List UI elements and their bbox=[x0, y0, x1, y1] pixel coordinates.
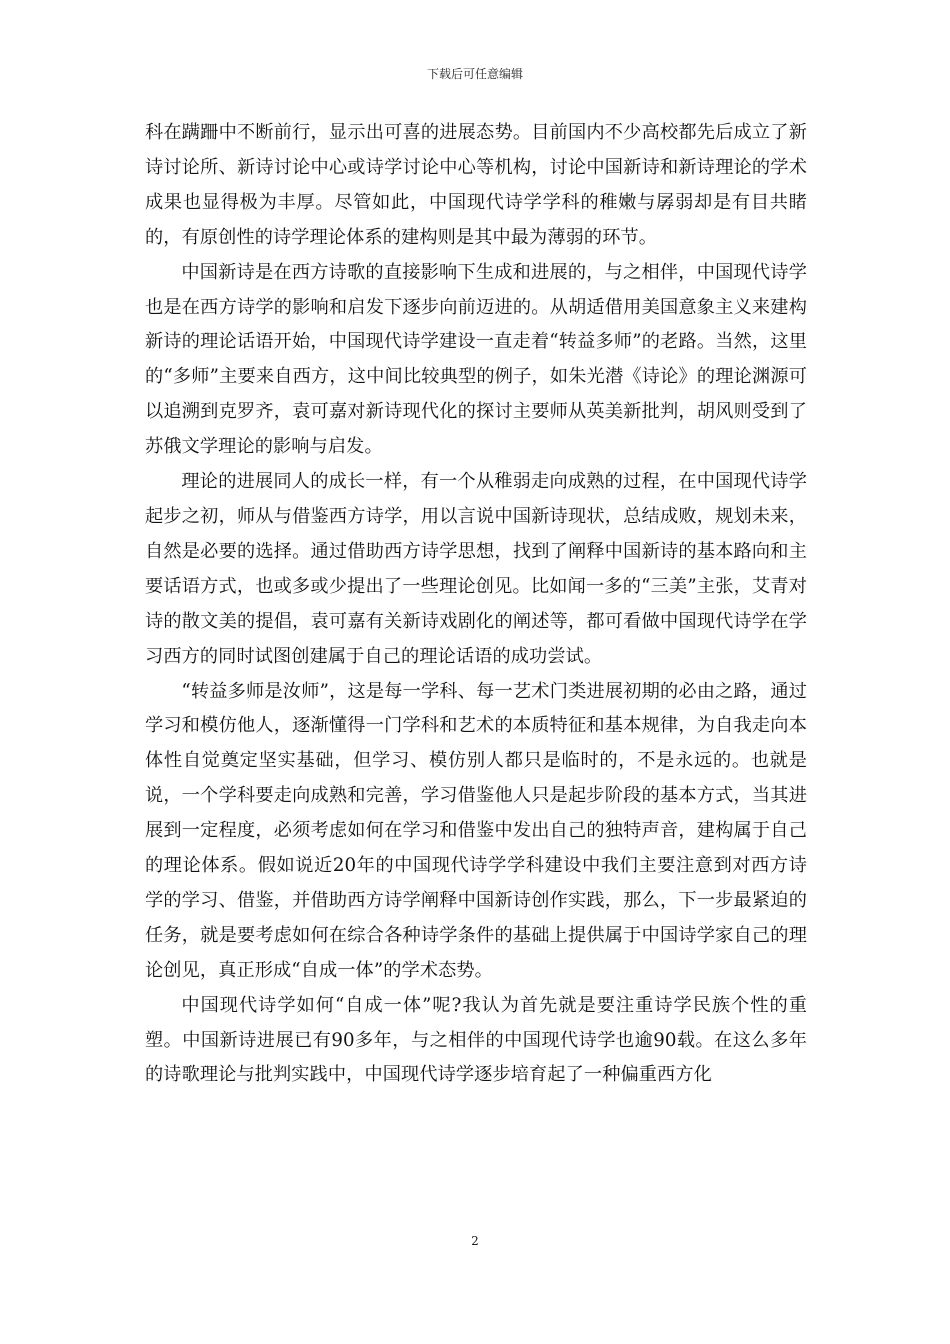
paragraph: 中国新诗是在西方诗歌的直接影响下生成和进展的，与之相伴，中国现代诗学也是在西方诗学的影响和启发下逐步向前迈进的。从胡适借用美国意象主义来建构新诗的理论话语开始，中国现代诗学建设一直走着“转益多师”的老路。当然，这里的“多师”主要来自西方，这中间比较典型的例子，如朱光潜《诗论》的理论渊源可以追溯到克罗齐，袁可嘉对新诗现代化的探讨主要师从英美新批判，胡风则受到了苏俄文学理论的影响与启发。 bbox=[145, 261, 807, 458]
page-header: 下载后可任意编辑 bbox=[426, 67, 523, 81]
paragraph: “转益多师是汝师”，这是每一学科、每一艺术门类进展初期的必由之路，通过学习和模仿他人，逐渐懂得一门学科和艺术的本质特征和基本规律，为自我走向本体性自觉奠定坚实基础，但学习、模仿别人都只是临时的，不是永远的。也就是说，一个学科要走向成熟和完善，学习借鉴他人只是起步阶段的基本方式，当其进展到一定程度，必须考虑如何在学习和借鉴中发出自己的独特声音，建构属于自己的理论体系。假如说近20年的中国现代诗学学科建设中我们主要注意到对西方诗学的学习、借鉴，并借助西方诗学阐释中国新诗创作实践，那么，下一步最紧迫的任务，就是要考虑如何在综合各种诗学条件的基础上提供属于中国诗学家自己的理论创见，真正形成“自成一体”的学术态势。 bbox=[145, 680, 807, 981]
document-body bbox=[145, 116, 807, 1093]
page-number: 2 bbox=[471, 1234, 479, 1248]
paragraph: 理论的进展同人的成长一样，有一个从稚弱走向成熟的过程，在中国现代诗学起步之初，师从与借鉴西方诗学，用以言说中国新诗现状，总结成败，规划未来，自然是必要的选择。通过借助西方诗学思想，找到了阐释中国新诗的基本路向和主要话语方式，也或多或少提出了一些理论创见。比如闻一多的“三美”主张，艾青对诗的散文美的提倡，袁可嘉有关新诗戏剧化的阐述等，都可看做中国现代诗学在学习西方的同时试图创建属于自己的理论话语的成功尝试。 bbox=[145, 471, 807, 667]
paragraph-continued: 科在蹒跚中不断前行，显示出可喜的进展态势。目前国内不少高校都先后成立了新诗讨论所、新诗讨论中心或诗学讨论中心等机构，讨论中国新诗和新诗理论的学术成果也显得极为丰厚。尽管如此，中国现代诗学学科的稚嫩与孱弱却是有目共睹的，有原创性的诗学理论体系的建构则是其中最为薄弱的环节。 bbox=[145, 122, 807, 248]
paragraph: 中国现代诗学如何“自成一体”呢?我认为首先就是要注重诗学民族个性的重塑。中国新诗进展已有90多年，与之相伴的中国现代诗学也逾90载。在这么多年的诗歌理论与批判实践中，中国现代诗学逐步培育起了一种偏重西方化 bbox=[145, 994, 807, 1086]
